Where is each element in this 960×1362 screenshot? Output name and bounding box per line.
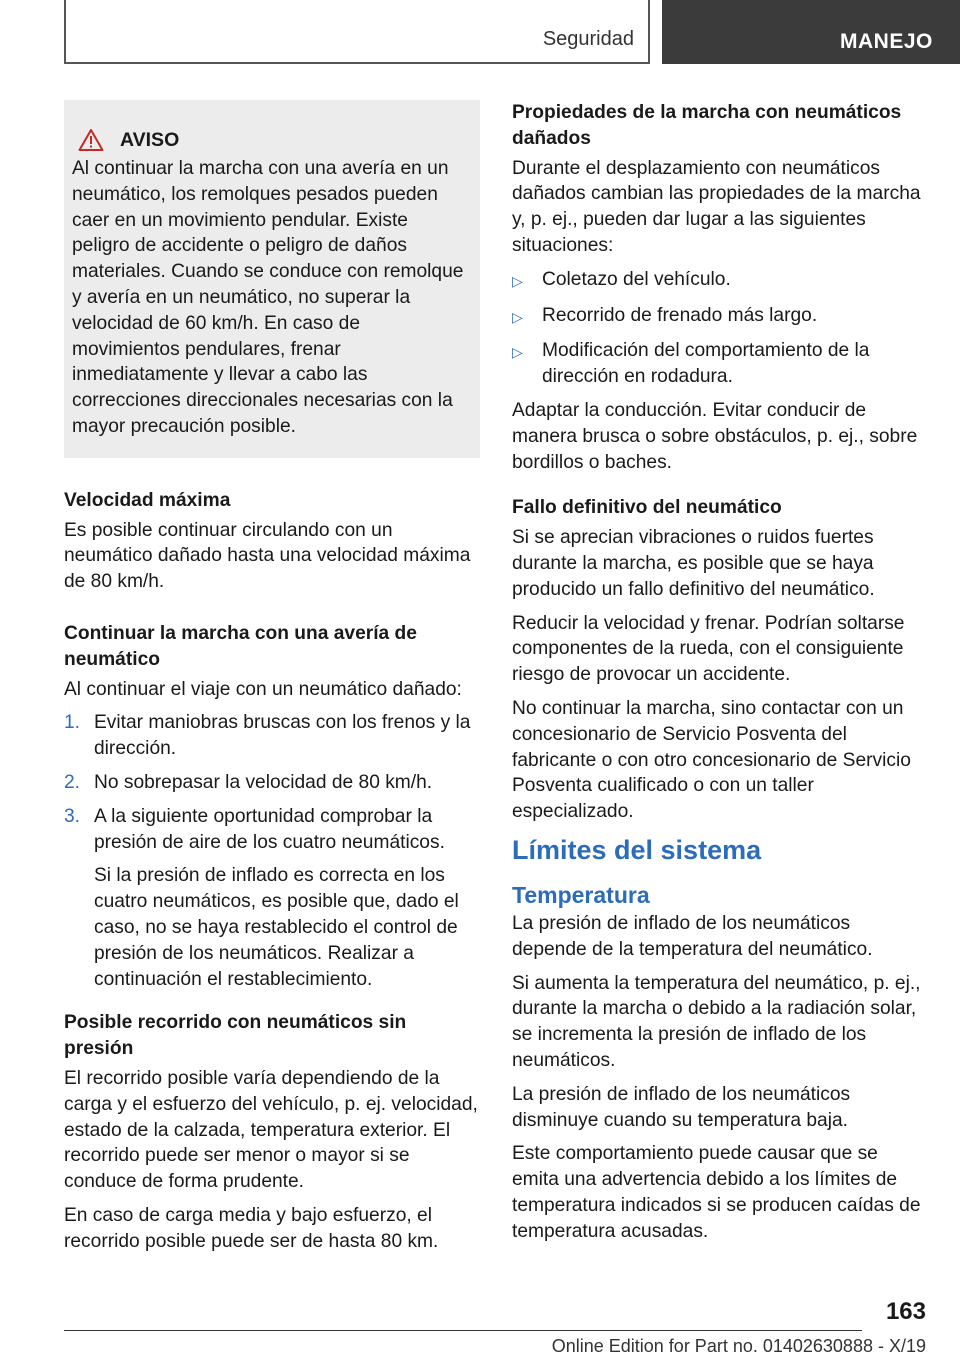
step-number: 2.: [64, 771, 81, 793]
limits-heading: Límites del sistema: [512, 834, 762, 865]
list-item-text: Modificación del comportamiento de la dirección en rodadura.: [542, 340, 870, 388]
range-paragraph-1: El recorrido posible varía dependiendo de la carga y el esfuerzo del vehículo, p. ej. velocidad, estado de la calzada, temperatura exterior. El recorrido puede ser menor o mayor si se conduce de forma prudente.: [64, 1067, 478, 1193]
step-number: 3.: [64, 805, 81, 827]
header-section-title: Seguridad: [542, 28, 634, 50]
step-note: Si la presión de inflado es correcta en los cuatro neumáticos, es posible que, dado el caso, no se haya restablecido el control de presión de los neumáticos. Realizar a continuación el restablecimiento.: [94, 865, 459, 990]
list-item: [512, 303, 928, 331]
properties-intro: Durante el desplazamiento con neumáticos dañados cambian las propiedades de la marcha y, p. ej., pueden dar lugar a las siguientes situaciones:: [512, 157, 921, 256]
failure-paragraph-1: Si se aprecian vibraciones o ruidos fuertes durante la marcha, es posible que se haya producido un fallo definitivo del neumático.: [512, 527, 875, 600]
properties-list: [512, 267, 928, 390]
continue-heading: Continuar la marcha con una avería de neumático: [64, 622, 417, 670]
triangle-bullet-icon: ▷: [512, 272, 523, 289]
failure-paragraph-2: Reducir la velocidad y frenar. Podrían soltarse componentes de la rueda, con el consiguiente riesgo de provocar un accidente.: [512, 612, 905, 686]
properties-outro: Adaptar la conducción. Evitar conducir de manera brusca o sobre obstáculos, p. ej., sobre bordillos o baches.: [512, 399, 918, 473]
header-chapter-tab: MANEJO: [662, 0, 960, 64]
footer-edition: Online Edition for Part no. 01402630888 - X/19: [551, 1336, 926, 1356]
header-rule-right: [648, 0, 650, 64]
triangle-bullet-icon: ▷: [512, 344, 523, 361]
list-item: [64, 804, 480, 993]
step-text: A la siguiente oportunidad comprobar la presión de aire de los cuatro neumáticos.: [94, 805, 445, 853]
temperature-paragraph-4: Este comportamiento puede causar que se emita una advertencia debido a los límites de temperatura indicados si se producen caídas de temperatura acusadas.: [512, 1143, 921, 1242]
failure-paragraph-3: No continuar la marcha, sino contactar con un concesionario de Servicio Posventa del fabricante o con otro concesionario de Servicio Posventa cualificado o con un taller especializado.: [512, 697, 911, 823]
list-item: [64, 710, 480, 762]
max-speed-text: Es posible continuar circulando con un neumático dañado hasta una velocidad máxima de 80 km/h.: [64, 519, 471, 593]
triangle-bullet-icon: ▷: [512, 308, 523, 325]
warning-triangle-icon: [78, 128, 104, 152]
temperature-paragraph-3: La presión de inflado de los neumáticos disminuye cuando su temperatura baja.: [512, 1083, 851, 1131]
left-column: [64, 100, 480, 1262]
step-text: No sobrepasar la velocidad de 80 km/h.: [94, 771, 433, 793]
warning-text: Al continuar la marcha con una avería en un neumático, los remolques pesados pueden caer en un movimiento pendular. Existe peligro de accidente o peligro de daños materiales. Cuando se conduce con remolque y avería en un neumático, no superar la velocidad de 60 km/h. En caso de movimientos pendulares, frenar inmediatamente y llevar a cabo las correcciones direccionales necesarias con la mayor precaución posible.: [72, 158, 464, 437]
step-text: Evitar maniobras bruscas con los frenos y la dirección.: [94, 712, 471, 760]
range-paragraph-2: En caso de carga media y bajo esfuerzo, el recorrido posible puede ser de hasta 80 km.: [64, 1204, 439, 1252]
continue-intro: Al continuar el viaje con un neumático dañado:: [64, 678, 462, 700]
warning-header: [78, 128, 468, 152]
temperature-heading: Temperatura: [512, 881, 650, 908]
max-speed-heading: Velocidad máxima: [64, 489, 231, 511]
list-item-text: Coletazo del vehículo.: [542, 268, 731, 290]
page-number: 163: [885, 1298, 926, 1325]
list-item-text: Recorrido de frenado más largo.: [542, 304, 818, 326]
list-item: [512, 267, 928, 295]
list-item: [512, 338, 928, 390]
temperature-paragraph-2: Si aumenta la temperatura del neumático, p. ej., durante la marcha o debido a la radiación solar, se incrementa la presión de inflado de los neumáticos.: [512, 972, 921, 1071]
continue-steps: [64, 710, 480, 992]
header-rule-left: [64, 0, 66, 64]
page-header: [0, 0, 960, 66]
header-rule-bottom: [64, 62, 650, 64]
right-column: [512, 100, 928, 1252]
warning-title: AVISO: [120, 128, 180, 151]
warning-box: [64, 100, 480, 458]
failure-heading: Fallo definitivo del neumático: [512, 497, 782, 519]
temperature-paragraph-1: La presión de inflado de los neumáticos depende de la temperatura del neumático.: [512, 912, 873, 960]
list-item: [64, 770, 480, 796]
step-number: 1.: [64, 712, 81, 734]
properties-heading: Propiedades de la marcha con neumáticos dañados: [512, 102, 902, 149]
range-heading: Posible recorrido con neumáticos sin presión: [64, 1012, 407, 1060]
footer-rule: [64, 1330, 862, 1331]
